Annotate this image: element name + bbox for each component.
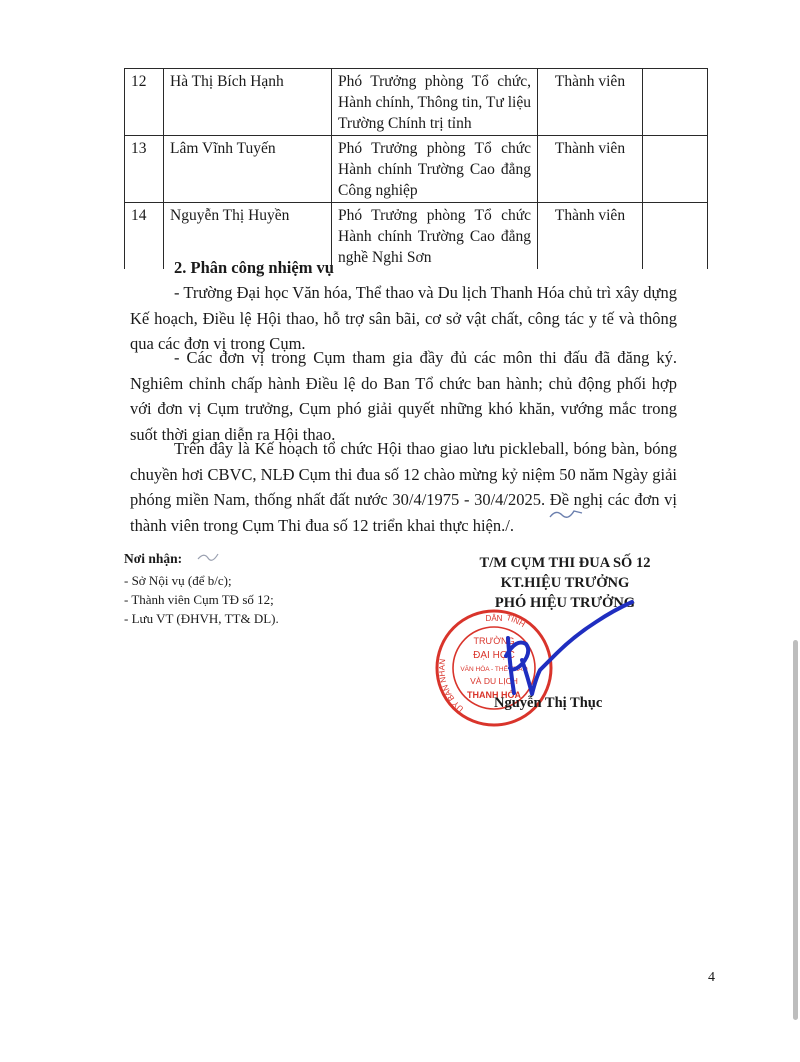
seal-line-5: THANH HÓA [467,690,521,700]
signature-title-3: PHÓ HIỆU TRƯỞNG [494,595,636,611]
member-role: Phó Trưởng phòng Tổ chức, Hành chính, Thông tin, Tư liệu Trường Chính trị tỉnh [332,69,538,136]
paragraph-2: - Các đơn vị trong Cụm tham gia đầy đủ các môn thi đấu đã đăng ký. Nghiêm chỉnh chấp hành Điều lệ do Ban Tổ chức ban hành; chủ động phối hợp với đơn vị Cụm trưởng, Cụm phó giải quyết những khó khăn, vướng mắc trong suốt thời gian diễn ra Hội thao. [130,348,677,444]
signature-title-1: T/M CỤM THI ĐUA SỐ 12 [479,555,651,571]
list-item: - Thành viên Cụm TĐ số 12; [124,592,274,607]
table-row [125,69,708,136]
member-role: Phó Trưởng phòng Tổ chức Hành chính Trường Cao đẳng Công nghiệp [332,136,538,203]
seal-line-4: VÀ DU LỊCH [470,676,518,686]
seal-left-arc: ỦY BAN NHÂN [437,658,466,714]
signature-title-2: KT.HIỆU TRƯỞNG [500,575,630,591]
recipients-list [124,571,279,628]
member-note [643,203,708,270]
member-status: Thành viên [538,69,643,136]
signer-name: Nguyễn Thị Thục [494,695,603,711]
member-status: Thành viên [538,136,643,203]
member-name: Lâm Vĩnh Tuyến [164,136,332,203]
seal-right-arc: TỈNH [505,613,527,630]
seal-line-3: VĂN HÓA - THỂ THAO [460,666,528,673]
member-name: Nguyễn Thị Huyền [164,203,332,270]
section-heading: 2. Phân công nhiệm vụ [174,258,334,277]
members-table [124,68,708,269]
member-name: Hà Thị Bích Hạnh [164,69,332,136]
list-item: - Lưu VT (ĐHVH, TT& DL). [124,611,279,626]
table-row [125,136,708,203]
paragraph-1: - Trường Đại học Văn hóa, Thể thao và Du lịch Thanh Hóa chủ trì xây dựng Kế hoạch, Điều lệ Hội thao, hỗ trợ sân bãi, cơ sở vật chất, công tác y tế và thông qua các đơn vị trong Cụm. [130,283,677,353]
row-number: 13 [125,136,164,203]
member-role: Phó Trưởng phòng Tổ chức Hành chính Trường Cao đẳng nghề Nghi Sơn [332,203,538,270]
member-note [643,136,708,203]
recipients-title: Nơi nhận: [124,551,183,566]
member-note [643,69,708,136]
initial-mark-icon [548,505,584,521]
handwritten-signature-icon [470,598,640,708]
row-number: 12 [125,69,164,136]
member-status: Thành viên [538,203,643,270]
paragraph-3: Trên đây là Kế hoạch tổ chức Hội thao giao lưu pickleball, bóng bàn, bóng chuyền hơi CBVC, NLĐ Cụm thi đua số 12 chào mừng kỷ niệm 50 năm Ngày giải phóng miền Nam, thống nhất đất nước 30/4/1975 - 30/4/2025. Đề nghị các đơn vị thành viên trong Cụm Thi đua số 12 triển khai thực hiện./. [130,439,677,535]
row-number: 14 [125,203,164,270]
seal-line-1: TRƯỜNG [473,636,515,646]
seal-line-2: ĐẠI HỌC [473,650,515,661]
scrollbar[interactable] [793,640,798,1020]
initial-mark-icon [196,550,220,562]
seal-top-text: DÂN [485,614,503,623]
list-item: - Sở Nội vụ (để b/c); [124,573,232,588]
page-number: 4 [708,970,715,985]
